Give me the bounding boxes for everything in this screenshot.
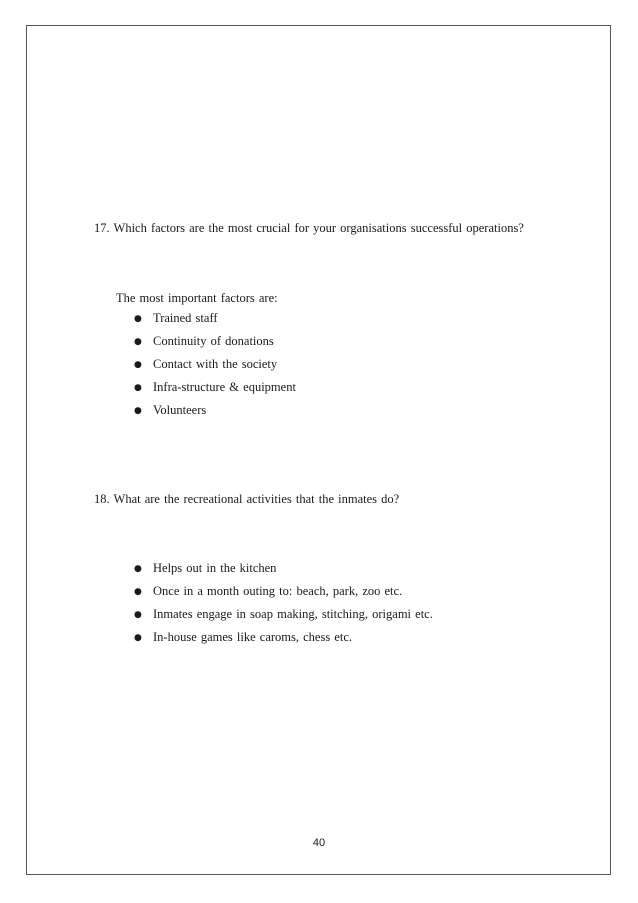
bullet-icon: ● [134, 383, 142, 393]
list-item: ● Continuity of donations [134, 334, 274, 348]
q17-factor-list [134, 311, 296, 426]
bullet-icon: ● [134, 314, 142, 324]
q17-intro: The most important factors are: [116, 291, 278, 305]
question-17: 17. Which factors are the most crucial for your organisations successful operations? [94, 221, 524, 235]
list-item: ● Inmates engage in soap making, stitching, origami etc. [134, 607, 433, 621]
list-item: ● Trained staff [134, 311, 218, 325]
page-number: 40 [312, 837, 326, 849]
bullet-icon: ● [134, 360, 142, 370]
list-item: ● Infra-structure & equipment [134, 380, 296, 394]
question-18: 18. What are the recreational activities that the inmates do? [94, 492, 400, 506]
list-item: ● Helps out in the kitchen [134, 561, 277, 575]
bullet-icon: ● [134, 633, 142, 643]
bullet-icon: ● [134, 406, 142, 416]
list-item: ● Once in a month outing to: beach, park, zoo etc. [134, 584, 403, 598]
bullet-icon: ● [134, 337, 142, 347]
list-item: ● Volunteers [134, 403, 207, 417]
bullet-icon: ● [134, 587, 142, 597]
list-item: ● Contact with the society [134, 357, 278, 371]
page-border [26, 25, 611, 875]
bullet-icon: ● [134, 610, 142, 620]
list-item: ● In-house games like caroms, chess etc. [134, 630, 353, 644]
bullet-icon: ● [134, 564, 142, 574]
q18-activity-list [134, 561, 433, 653]
